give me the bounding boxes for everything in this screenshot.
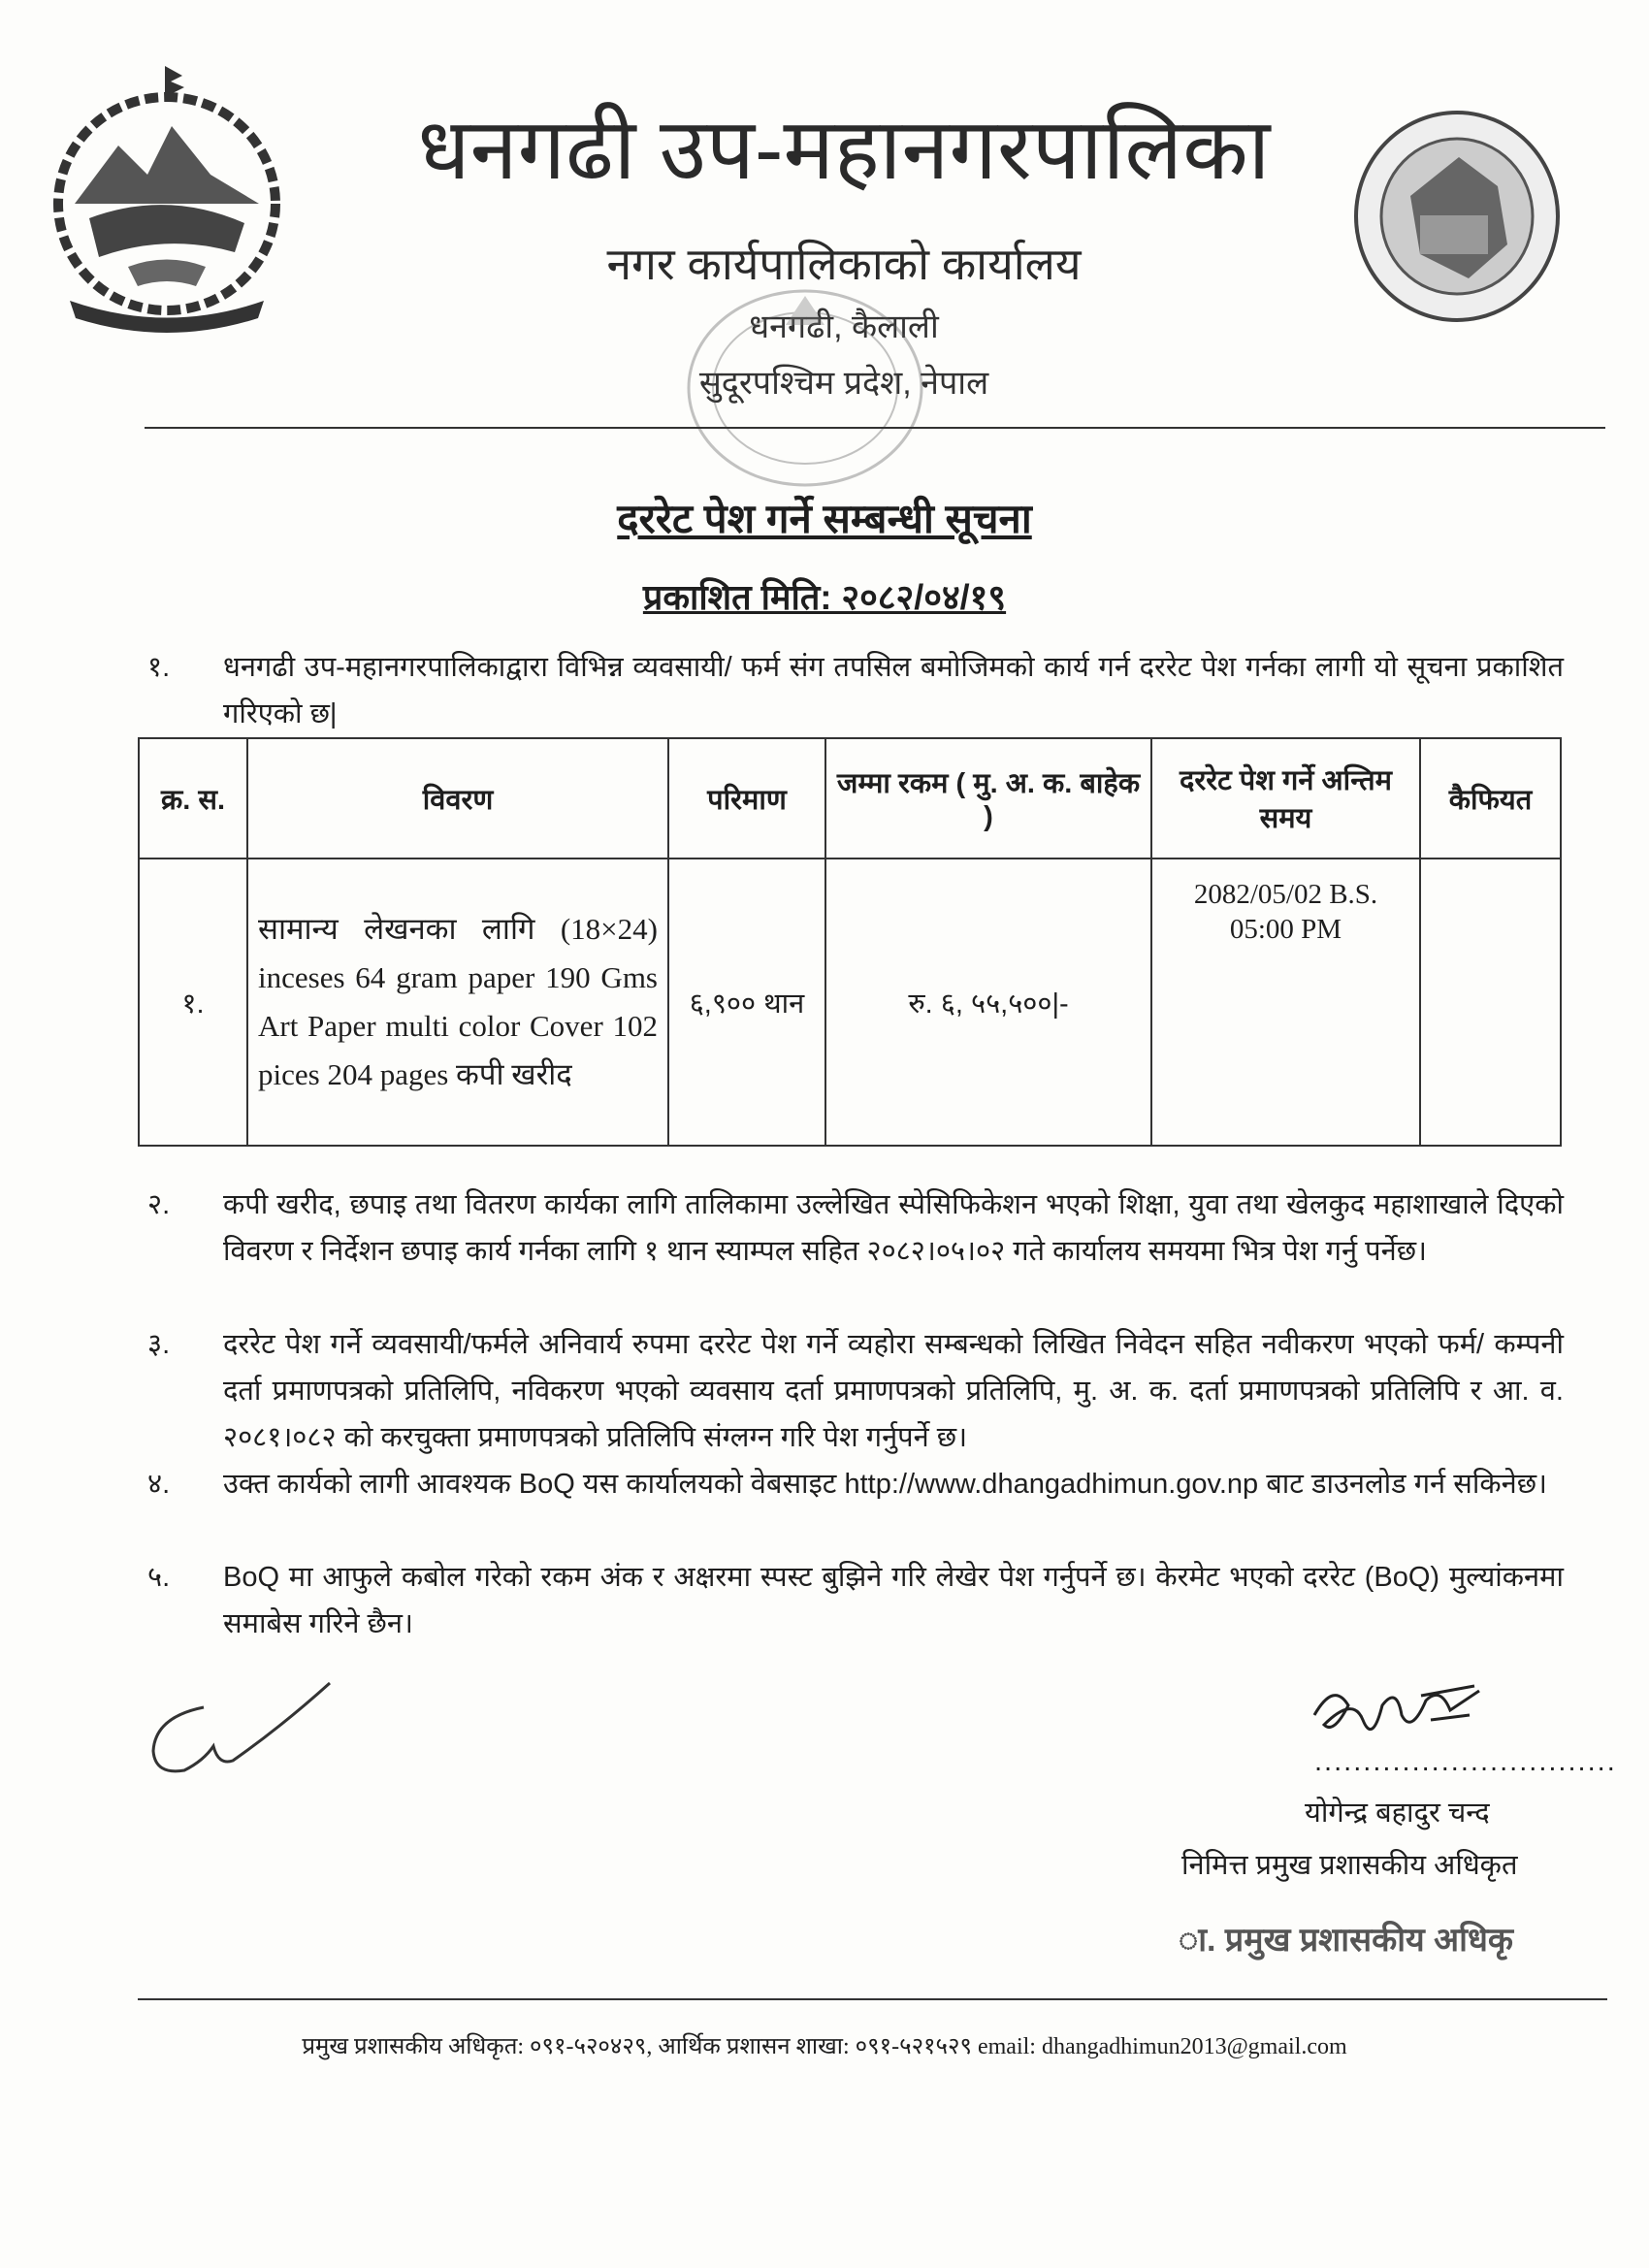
- deadline-time: 05:00 PM: [1229, 914, 1342, 945]
- notice-heading: [0, 490, 1649, 545]
- paragraph-number: १.: [147, 652, 171, 683]
- address-district: धनगढी, कैलाली: [749, 308, 939, 345]
- col-header-amount: जम्मा रकम ( मु. अ. क. बाहेक ): [825, 738, 1151, 859]
- footer-contact: प्रमुख प्रशासकीय अधिकृत: ०९१-५२०४२९, आर्थिक प्रशासन शाखा: ०९१-५२१५२९ email: dhangadhimun2013@gmail.com: [302, 2034, 1347, 2059]
- signature-dotted-line: ...............................: [1314, 1746, 1617, 1777]
- cell-sn: १.: [139, 859, 247, 1146]
- cell-remarks: [1420, 859, 1561, 1146]
- col-header-sn: क्र. स.: [139, 738, 247, 859]
- office-subtitle: नगर कार्यपालिकाको कार्यालय: [606, 239, 1082, 289]
- paragraph-number: ३.: [147, 1329, 171, 1360]
- paragraph-text: दररेट पेश गर्ने व्यवसायी/फर्मले अनिवार्य रुपमा दररेट पेश गर्ने व्यहोरा सम्बन्धको लिखित निवेदन सहित नवीकरण भएको फर्म/ कम्पनी दर्ता प्रमाणपत्रको प्रतिलिपि, नविकरण भएको व्यवसाय दर्ता प्रमाणपत्रको प्रतिलिपि, मु. अ. क. दर्ता प्रमाणपत्रको प्रतिलिपि र आ. व. २०८१।०८२ को करचुक्ता प्रमाणपत्रको प्रतिलिपि संग्लग्न गरि पेश गर्नुपर्ने छ।: [223, 1329, 1564, 1453]
- paragraph-number: ४.: [147, 1469, 171, 1500]
- tender-table: [138, 737, 1562, 1147]
- cell-amount: रु. ६, ५५,५००|-: [825, 859, 1151, 1146]
- initial-signature: [146, 1678, 340, 1790]
- cell-description: सामान्य लेखनका लागि (18×24) inceses 64 gram paper 190 Gms Art Paper multi color Cover 102 pices 204 pages कपी खरीद: [247, 859, 668, 1146]
- signatory-name: योगेन्द्र बहादुर चन्द: [1305, 1798, 1490, 1829]
- paragraph-text: BoQ मा आफुले कबोल गरेको रकम अंक र अक्षरमा स्पस्ट बुझिने गरि लेखेर पेश गर्नुपर्ने छ। केरमेट भएको दररेट (BoQ) मुल्यांकनमा समाबेस गरिने छैन।: [223, 1562, 1564, 1639]
- paragraph-number: २.: [147, 1189, 171, 1220]
- notice-heading-text: दररेट पेश गर्ने सम्बन्धी सूचना: [617, 496, 1032, 541]
- header-divider: [145, 427, 1605, 429]
- table-row: [139, 859, 1561, 1146]
- municipality-seal-logo: [1352, 109, 1562, 324]
- published-date-text: प्रकाशित मिति: २०८२/०४/१९: [642, 577, 1007, 617]
- municipality-title: धनगढी उप-महानगरपालिका: [417, 101, 1271, 197]
- designation-stamp: ा. प्रमुख प्रशासकीय अधिकृ: [1179, 1922, 1513, 1959]
- nepal-emblem-logo: [50, 58, 283, 340]
- address-province: सुदूरपश्चिम प्रदेश, नेपाल: [698, 365, 989, 402]
- col-header-deadline: दररेट पेश गर्ने अन्तिम समय: [1151, 738, 1420, 859]
- cell-deadline: [1151, 859, 1420, 1146]
- paragraph-text: उक्त कार्यको लागी आवश्यक BoQ यस कार्यालयको वेबसाइट http://www.dhangadhimun.gov.np बाट डाउनलोड गर्न सकिनेछ।: [223, 1469, 1548, 1500]
- paragraph-number: ५.: [147, 1562, 171, 1593]
- signatory-designation: निमित्त प्रमुख प्रशासकीय अधिकृत: [1181, 1850, 1518, 1881]
- paragraph-text: कपी खरीद, छपाइ तथा वितरण कार्यका लागि तालिकामा उल्लेखित स्पेसिफिकेशन भएको शिक्षा, युवा तथा खेलकुद महाशाखाले दिएको विवरण र निर्देशन छपाइ कार्य गर्नका लागि १ थान स्याम्पल सहित २०८२।०५।०२ गते कार्यालय समयमा भित्र पेश गर्नु पर्नेछ।: [223, 1189, 1564, 1267]
- paragraph-4: [138, 1461, 1564, 1507]
- cell-quantity: ६,९०० थान: [668, 859, 825, 1146]
- paragraph-1: [138, 644, 1564, 737]
- table-header-row: [139, 738, 1561, 859]
- paragraph-5: [138, 1554, 1564, 1647]
- published-date: [0, 572, 1649, 620]
- paragraph-3: [138, 1321, 1564, 1461]
- footer-divider: [138, 1998, 1607, 2000]
- office-stamp: [679, 276, 931, 500]
- paragraph-2: [138, 1182, 1564, 1275]
- col-header-description: विवरण: [247, 738, 668, 859]
- paragraph-text: धनगढी उप-महानगरपालिकाद्वारा विभिन्न व्यवसायी/ फर्म संग तपसिल बमोजिमको कार्य गर्न दररेट पेश गर्नका लागी यो सूचना प्रकाशित गरिएको छ|: [223, 652, 1564, 729]
- col-header-remarks: कैफियत: [1420, 738, 1561, 859]
- col-header-quantity: परिमाण: [668, 738, 825, 859]
- deadline-date: 2082/05/02 B.S.: [1193, 879, 1378, 910]
